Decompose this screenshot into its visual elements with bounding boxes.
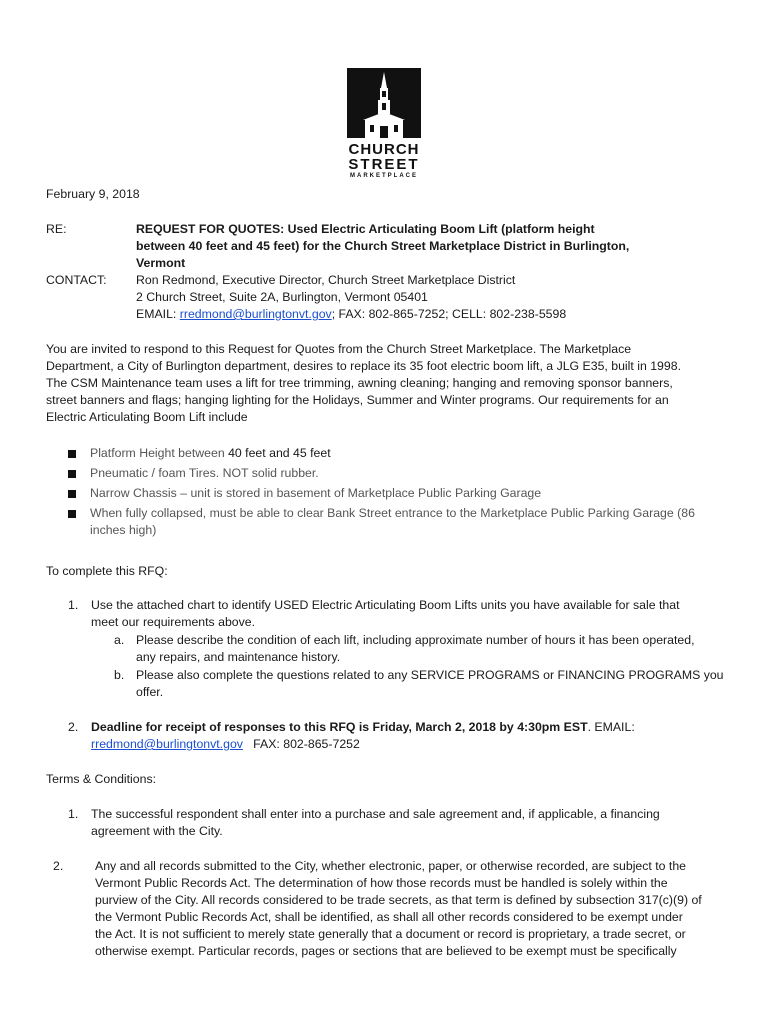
re-subject-line: between 40 feet and 45 feet) for the Church Street Marketplace District in Burlington, (136, 239, 630, 253)
step-number: 2. (68, 720, 79, 734)
letter-date: February 9, 2018 (46, 187, 140, 201)
contact-line (136, 306, 736, 323)
list-item: Platform Height between 40 feet and 45 feet (68, 445, 738, 462)
intro-line: street banners and flags; hanging lighting for the Holidays, Summer and Winter programs. Our requirements for an (46, 393, 669, 407)
square-bullet-icon (68, 490, 76, 498)
substep-letter: b. (114, 668, 125, 682)
intro-line: The CSM Maintenance team uses a lift for tree trimming, awning cleaning; hanging and removing sponsor banners, (46, 376, 673, 390)
requirements-list (68, 445, 738, 542)
contact-label: CONTACT: (46, 273, 107, 287)
contact-phones: ; FAX: 802-865-7252; CELL: 802-238-5598 (331, 307, 567, 321)
substep-a-text: Please describe the condition of each lift, including approximate number of hours it has been operated, any repairs, and maintenance history. (136, 633, 695, 664)
logo-line-church: CHURCH (348, 141, 420, 158)
list-item: Narrow Chassis – unit is stored in basement of Marketplace Public Parking Garage (68, 485, 738, 502)
contact-name: Ron Redmond, Executive Director, Church Street Marketplace District (136, 273, 516, 287)
square-bullet-icon (68, 450, 76, 458)
steeple-icon (347, 68, 421, 138)
complete-heading: To complete this RFQ: (46, 564, 168, 578)
term-number: 2. (53, 859, 64, 873)
contact-email-link[interactable]: rredmond@burlingtonvt.gov (179, 307, 332, 321)
church-street-marketplace-logo (347, 68, 421, 180)
term-number: 1. (68, 807, 79, 821)
re-subject-line: Vermont (136, 256, 186, 270)
logo-line-marketplace: MARKETPLACE (350, 173, 418, 179)
term-1-text: The successful respondent shall enter into a purchase and sale agreement and, if applicable, a financing agreement with the City. (91, 807, 660, 838)
deadline-email-link[interactable]: rredmond@burlingtonvt.gov (91, 737, 243, 751)
list-item: When fully collapsed, must be able to clear Bank Street entrance to the Marketplace Public Parking Garage (86 inches high) (68, 505, 738, 539)
step-2-text: Deadline for receipt of responses to this RFQ is Friday, March 2, 2018 by 4:30pm EST. EMAIL: rredmond@burlingtonvt.gov FAX: 802-865-7252 (91, 720, 635, 751)
square-bullet-icon (68, 470, 76, 478)
intro-line: You are invited to respond to this Request for Quotes from the Church Street Marketplace. The Marketplace (46, 342, 632, 356)
contact-address: 2 Church Street, Suite 2A, Burlington, Vermont 05401 (136, 290, 428, 304)
deadline-fax: FAX: 802-865-7252 (242, 737, 360, 751)
terms-heading: Terms & Conditions: (46, 772, 157, 786)
intro-line: Electric Articulating Boom Lift include (46, 410, 248, 424)
list-item: Pneumatic / foam Tires. NOT solid rubber. (68, 465, 738, 482)
substep-letter: a. (114, 633, 125, 647)
email-label: EMAIL: (136, 307, 180, 321)
re-subject-line: REQUEST FOR QUOTES: Used Electric Articulating Boom Lift (platform height (136, 222, 595, 236)
intro-line: Department, a City of Burlington department, desires to replace its 35 foot electric boom lift, a JLG E35, built in 1998. (46, 359, 681, 373)
term-2-text: Any and all records submitted to the City, whether electronic, paper, or otherwise recorded, are subject to the Vermont Public Records Act. The determination of how those records must be handled is solely within the purview of the City. All records considered to be trade secrets, as that term is defined by subsection 317(c)(9) of the Vermont Public Records Act, shall be identified, as shall all other records considered to be exempt under the Act. It is not sufficient to merely state generally that a document or record is proprietary, a trade secret, or otherwise exempt. Particular records, pages or sections that are believed to be exempt must be specifically (95, 859, 702, 958)
re-subject (136, 221, 736, 272)
square-bullet-icon (68, 510, 76, 518)
step-number: 1. (68, 598, 79, 612)
intro-paragraph (46, 341, 736, 426)
logo-wordmark (347, 142, 421, 181)
contact-details (136, 272, 736, 323)
deadline-text: Deadline for receipt of responses to this RFQ is Friday, March 2, 2018 by 4:30pm EST (91, 720, 588, 734)
step-1-text: Use the attached chart to identify USED Electric Articulating Boom Lifts units you have available for sale that meet our requirements above. (91, 598, 680, 629)
substep-b-text: Please also complete the questions related to any SERVICE PROGRAMS or FINANCING PROGRAMS you offer. (136, 668, 724, 699)
logo-line-street: STREET (348, 156, 420, 173)
re-label: RE: (46, 222, 67, 236)
